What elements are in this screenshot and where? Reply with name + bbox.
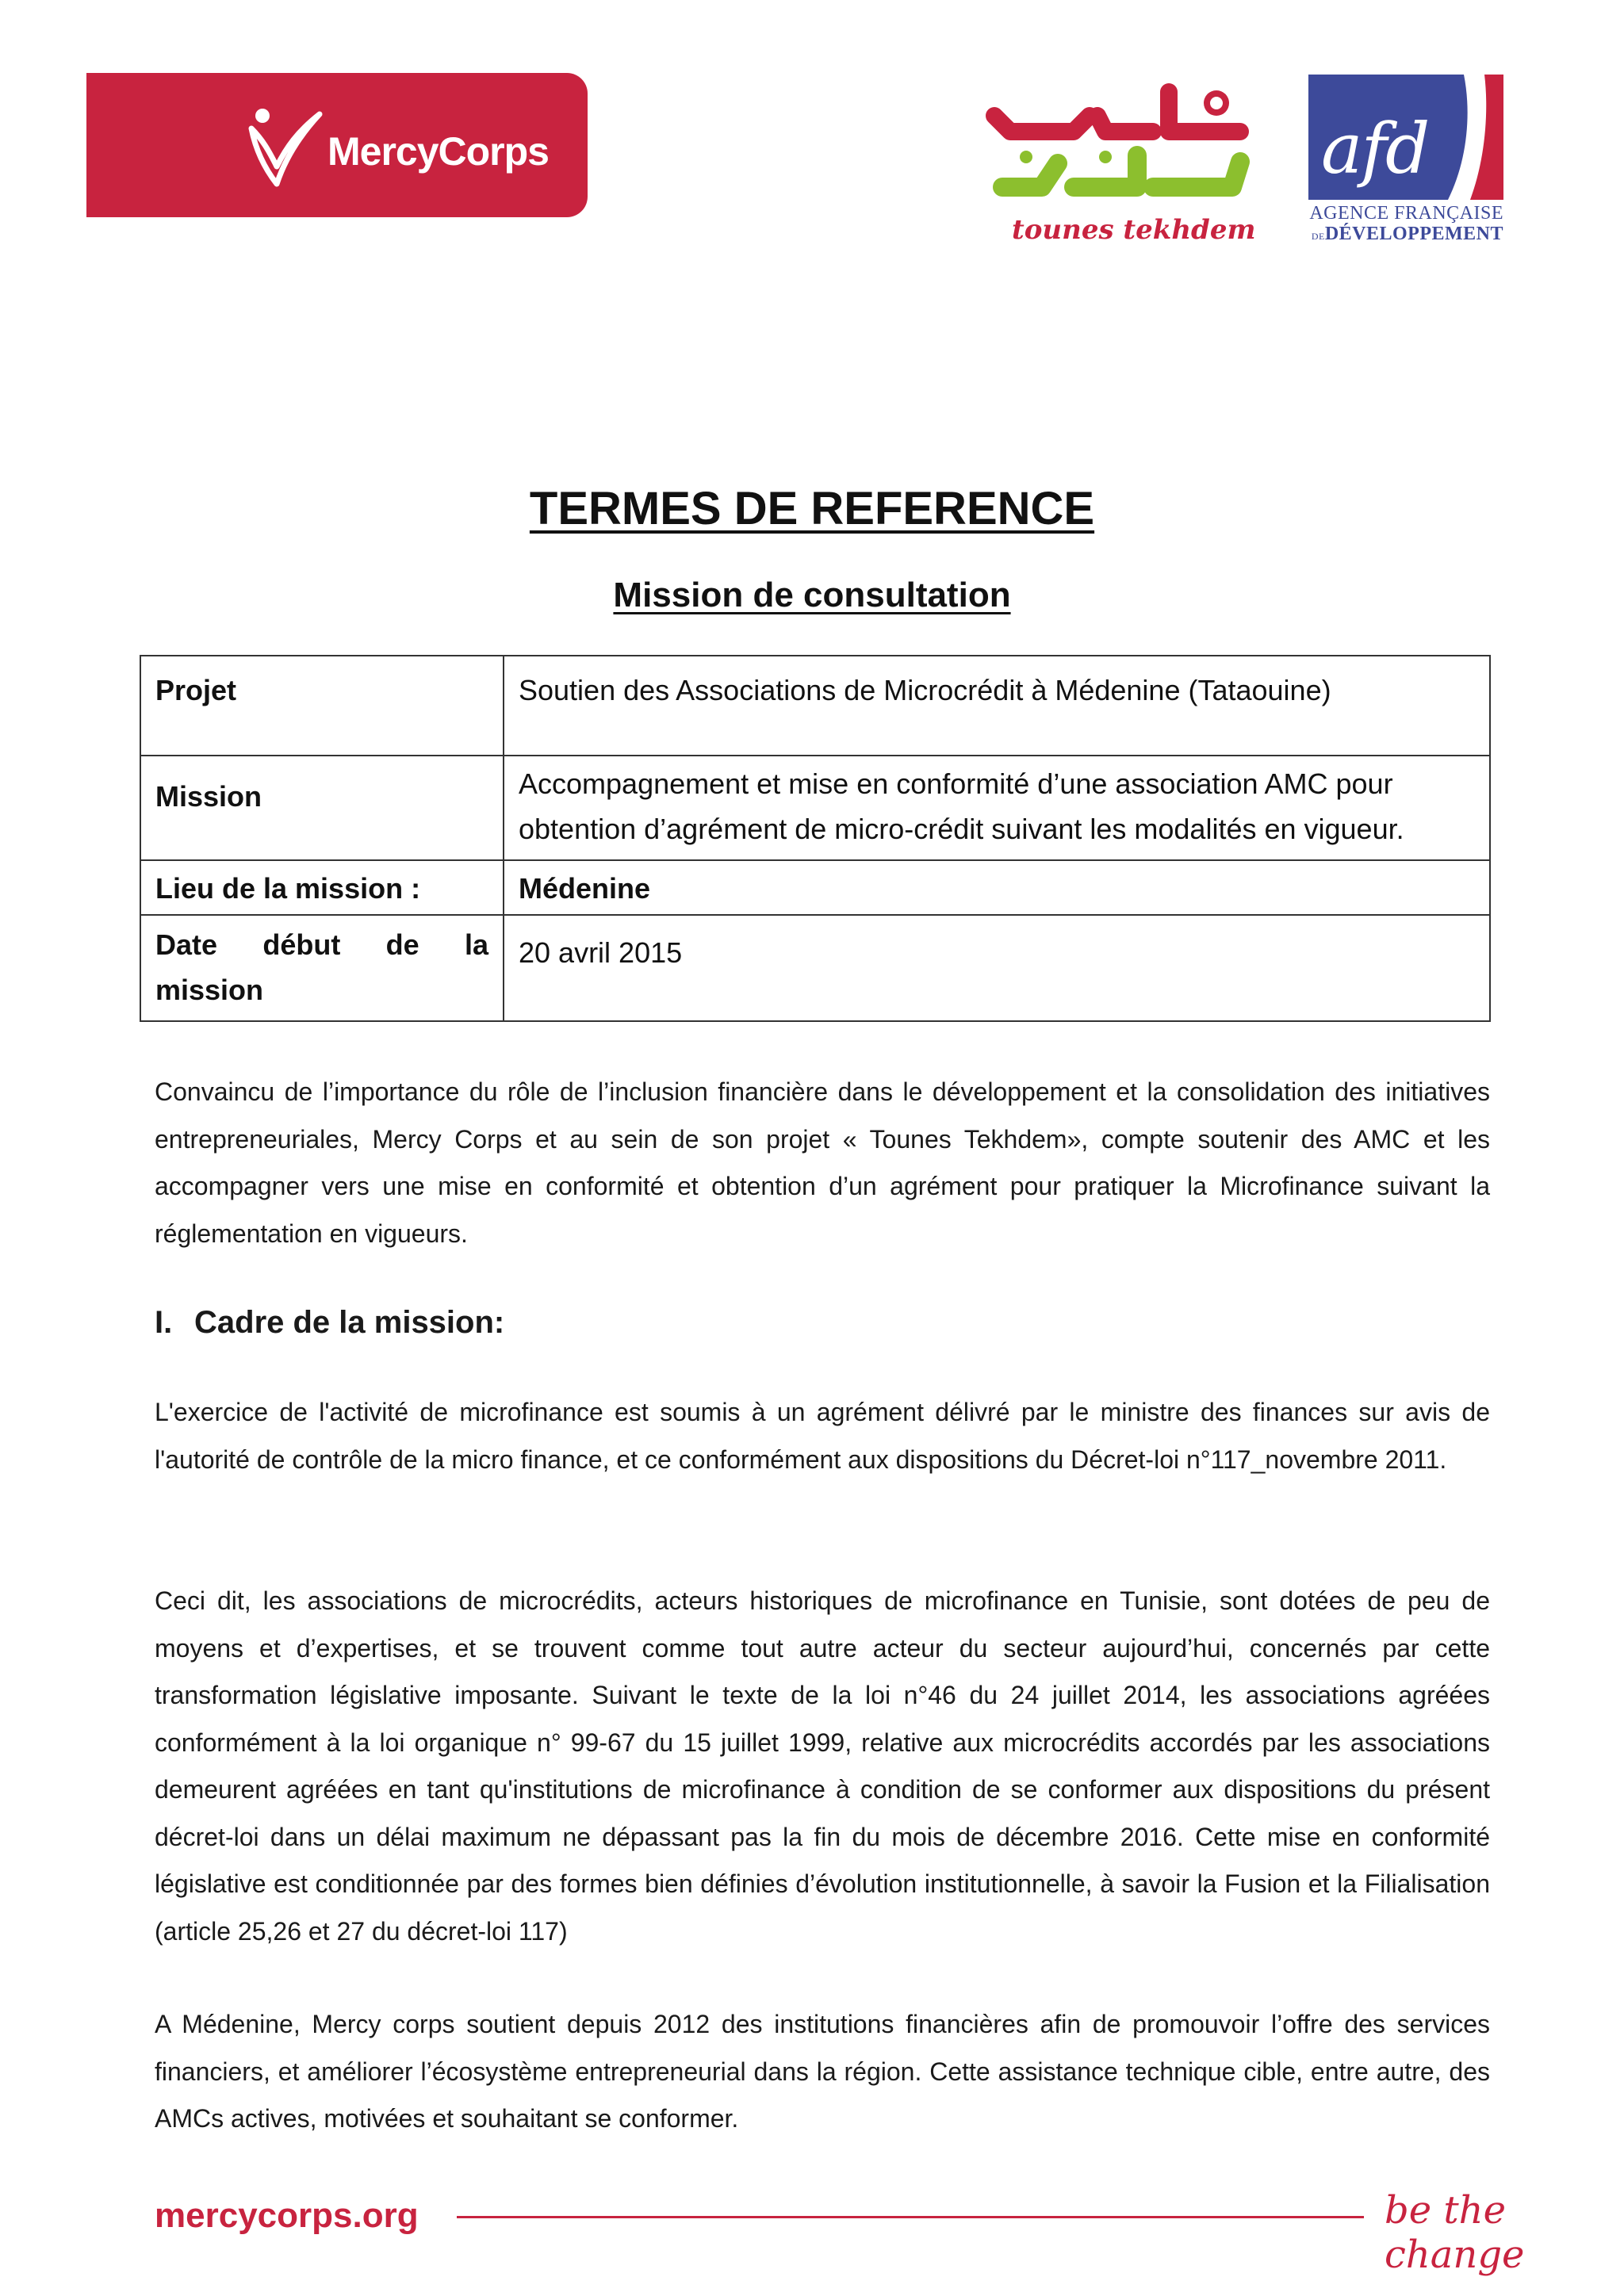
section1-paragraph-3: A Médenine, Mercy corps soutient depuis 2012 des institutions financières afin de promouvoir l’offre des services financiers, et améliorer l’écosystème entrepreneurial dans la région. Cette assistance technique cible, entre autre, des AMCs actives, motivées et souhaitant se conformer.	[155, 2010, 1490, 2133]
table-value-date: 20 avril 2015	[504, 915, 1490, 1021]
mercycorps-logo	[86, 73, 588, 217]
afd-logo-line2-main: DÉVELOPPEMENT	[1324, 224, 1503, 244]
table-label-projet: Projet	[140, 656, 504, 756]
afd-logo-line2-prefix: DE	[1311, 231, 1325, 242]
table-value-mission	[504, 756, 1490, 860]
intro-paragraph: Convaincu de l’importance du rôle de l’inclusion financière dans le développement et la consolidation des initiatives entrepreneuriales, Mercy Corps et au sein de son projet « Tounes Tekhdem», compte soutenir des AMC et les accompagner vers une mise en conformité et obtention d’un agrément pour pratiquer la Microfinance suivant la réglementation en vigueurs.	[155, 1077, 1490, 1248]
afd-logo-mark: afd	[1321, 108, 1429, 189]
table-row-date	[140, 915, 1490, 1021]
section1-paragraph-1: L'exercice de l'activité de microfinance est soumis à un agrément délivré par le ministre des finances sur avis de l'autorité de contrôle de la micro finance, et ce conformément aux dispositions du Décret-loi n°117_novembre 2011.	[155, 1398, 1490, 1474]
table-value-mission-line2: obtention d’agrément de micro-crédit suivant les modalités en vigueur.	[519, 813, 1404, 845]
table-label-date-line2: mission	[155, 974, 264, 1006]
footer-url: mercycorps.org	[155, 2196, 419, 2235]
section-title: Cadre de la mission:	[194, 1305, 505, 1340]
table-value-projet: Soutien des Associations de Microcrédit à Médenine (Tataouine)	[504, 656, 1490, 756]
table-label-mission: Mission	[140, 756, 504, 860]
table-value-lieu: Médenine	[504, 860, 1490, 915]
section-heading-cadre	[155, 1305, 504, 1341]
table-row-projet	[140, 656, 1490, 756]
afd-logo-box	[1308, 75, 1503, 200]
mercycorps-logo-text: MercyCorps	[327, 129, 549, 174]
table-label-date-line1: Date début de la	[155, 928, 488, 961]
document-subtitle: Mission de consultation	[613, 576, 1011, 614]
document-title: TERMES DE REFERENCE	[529, 483, 1095, 534]
tounes-tekhdem-arabic-mark	[979, 68, 1261, 219]
mercycorps-person-icon	[245, 105, 324, 192]
footer-divider	[457, 2216, 1364, 2218]
table-row-mission	[140, 756, 1490, 860]
afd-logo-line1: AGENCE FRANÇAISE	[1309, 203, 1503, 224]
table-row-lieu	[140, 860, 1490, 915]
footer-slogan: be the change	[1385, 2188, 1525, 2277]
afd-logo-line2	[1308, 224, 1503, 245]
section-number: I.	[155, 1305, 173, 1340]
table-label-lieu: Lieu de la mission :	[140, 860, 504, 915]
table-value-mission-line1: Accompagnement et mise en conformité d’une association AMC pour	[519, 767, 1393, 800]
tounes-tekhdem-caption: tounes tekhdem	[1012, 214, 1256, 246]
mission-info-table	[140, 655, 1491, 1022]
afd-logo	[1308, 75, 1503, 244]
table-label-date	[140, 915, 504, 1021]
section1-paragraph-2: Ceci dit, les associations de microcrédits, acteurs historiques de microfinance en Tunisie, sont dotées de peu de moyens et d’expertises, et se trouvent comme tout autre acteur du secteur aujourd’hui, concernés par cette transformation législative imposante. Suivant le texte de la loi n°46 du 24 juillet 2014, les associations agréées conformément à la loi organique n° 99-67 du 15 juillet 1999, relative aux microcrédits accordés par les associations demeurent agréées en tant qu'institutions de microfinance à condition de se conformer aux dispositions du présent décret-loi dans un délai maximum ne dépassant pas la fin du mois de décembre 2016. Cette mise en conformité législative est conditionnée par des formes bien définies d’évolution institutionnelle, à savoir la Fusion et la Filialisation (article 25,26 et 27 du décret-loi 117)	[155, 1586, 1490, 1946]
tounes-tekhdem-logo	[979, 68, 1261, 252]
